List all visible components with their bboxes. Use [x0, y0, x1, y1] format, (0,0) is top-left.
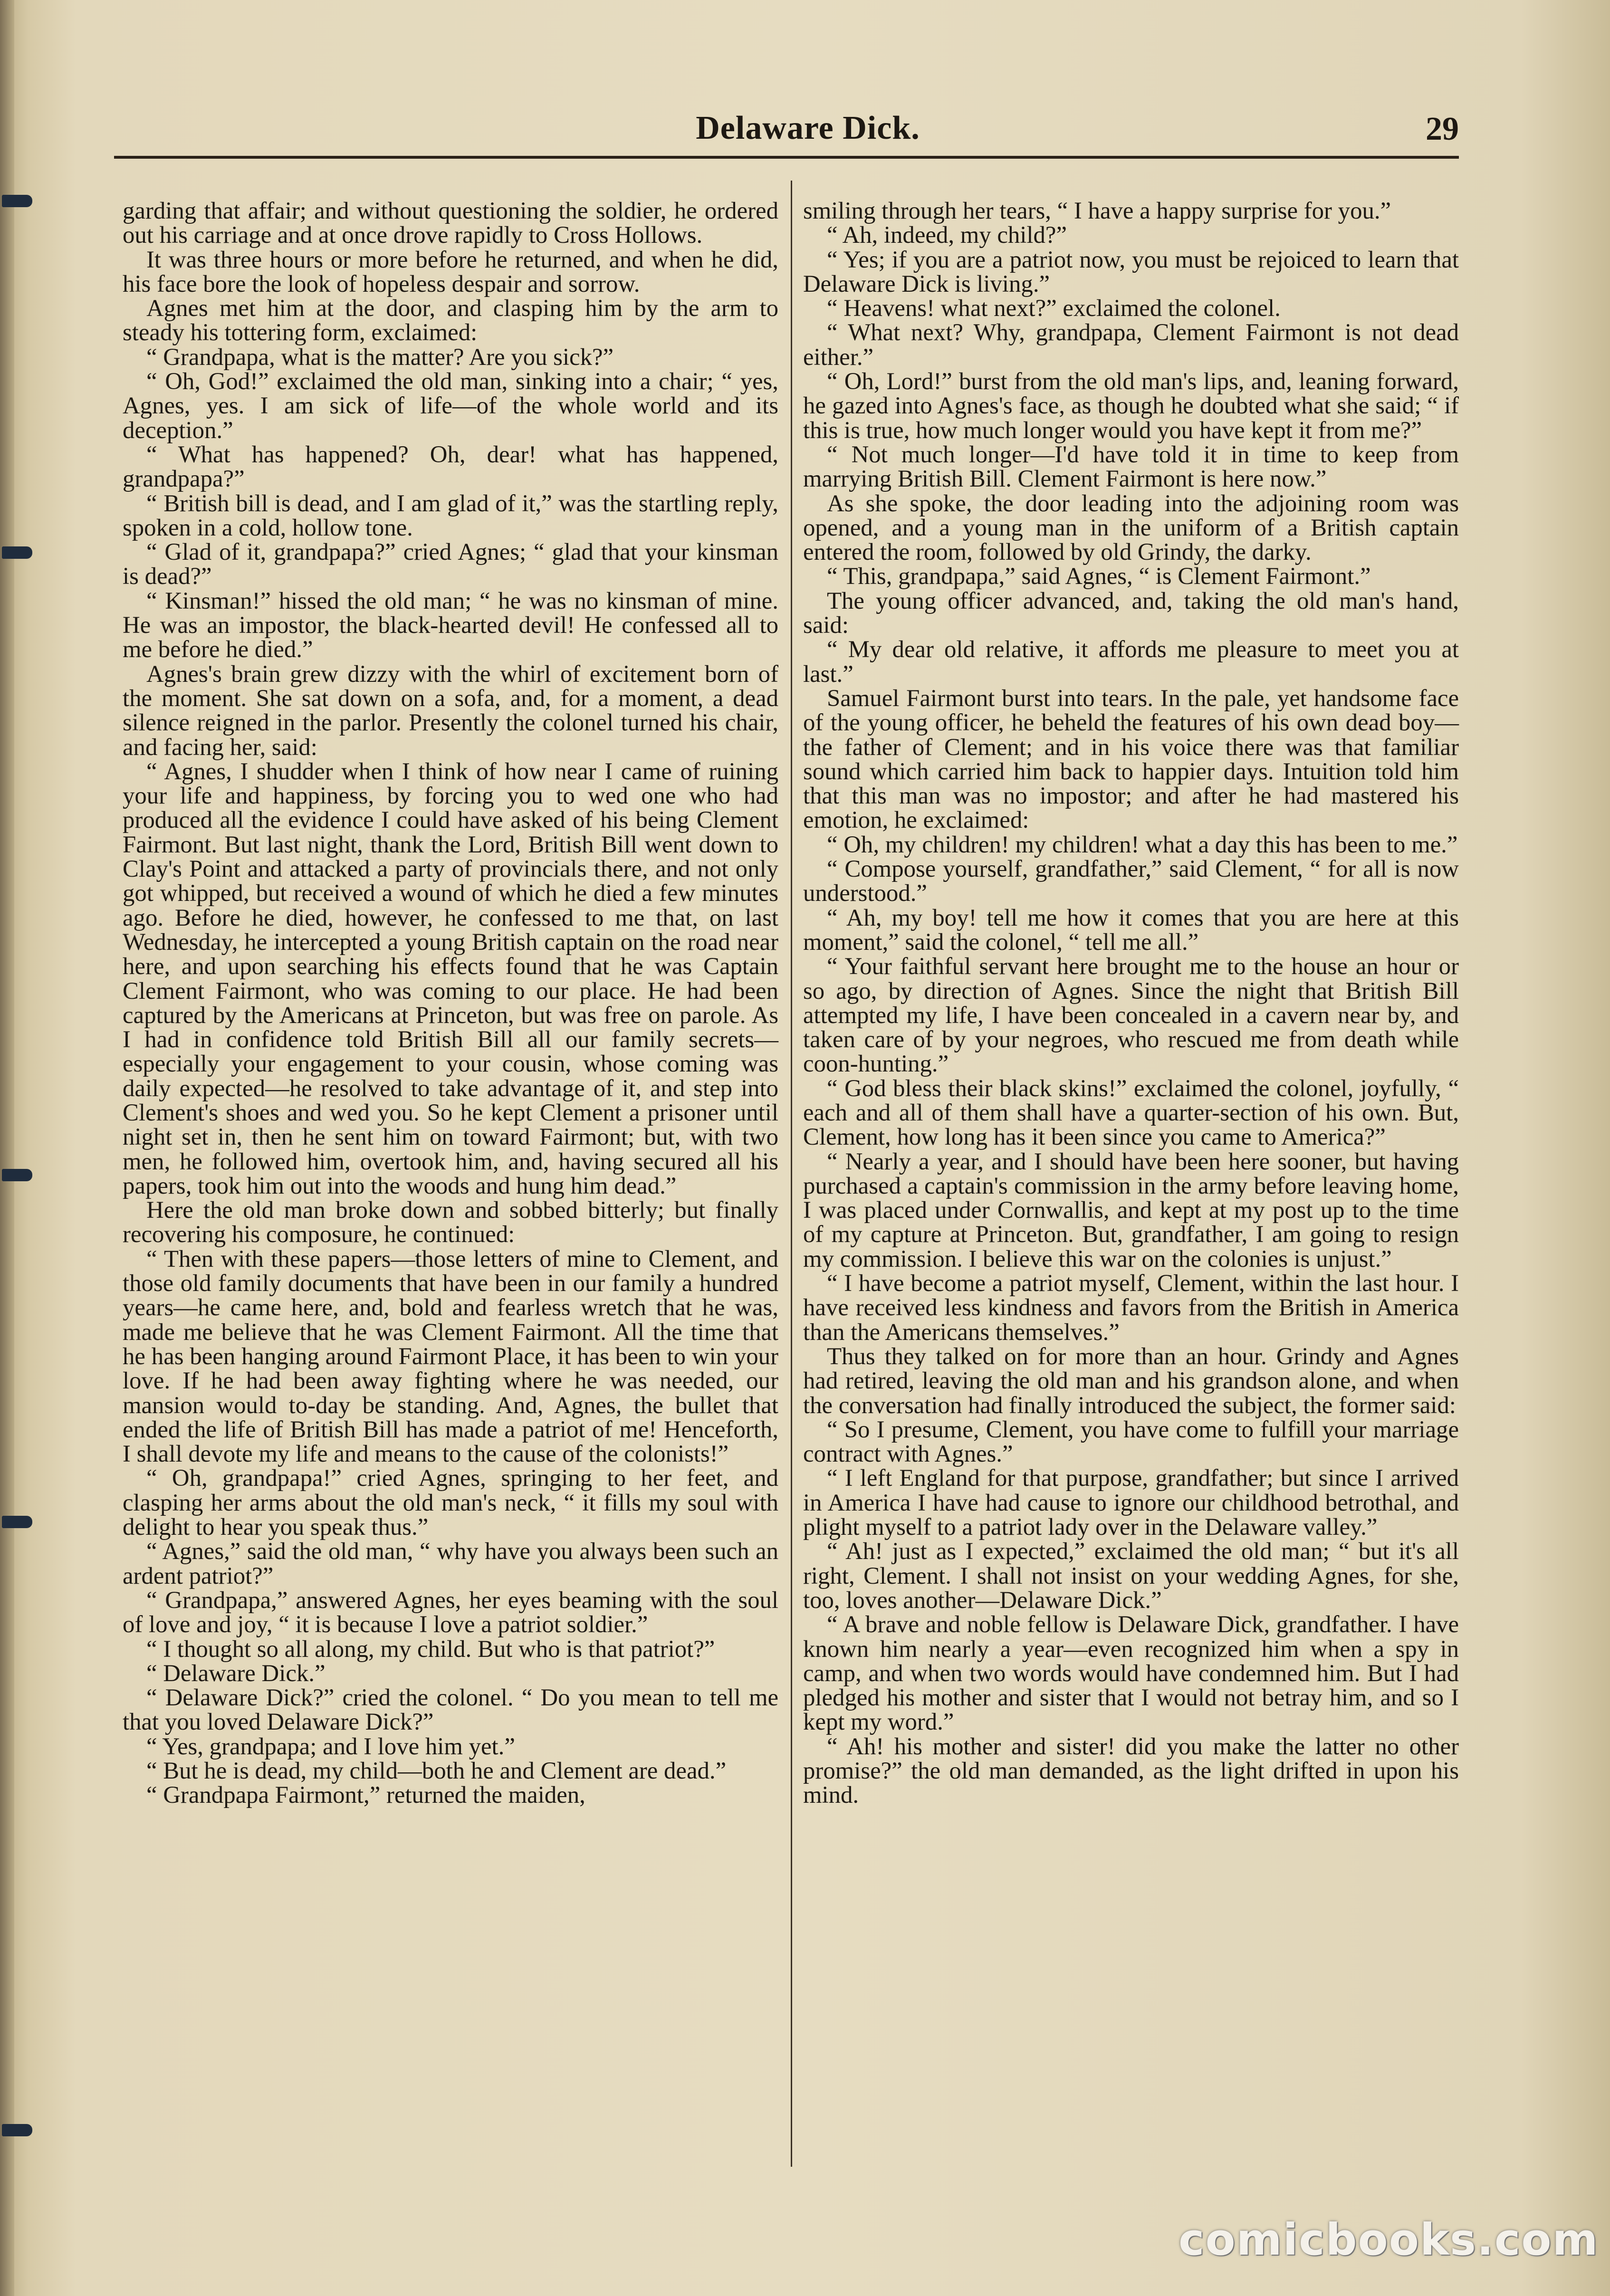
paragraph: “ Ah! his mother and sister! did you make the latter no other promise?” the old man demanded, as the light drifted in upon his mind.: [803, 1732, 1459, 1808]
staple: [2, 546, 32, 559]
paragraph: “ Delaware Dick?” cried the colonel. “ Do you mean to tell me that you loved Delaware Dick?”: [123, 1684, 778, 1735]
paragraph: “ Ah! just as I expected,” exclaimed the old man; “ but it's all right, Clement. I shall not insist on your wedding Agnes, for she, too, loves another—Delaware Dick.”: [803, 1538, 1459, 1613]
paragraph: “ My dear old relative, it affords me pleasure to meet you at last.”: [803, 636, 1459, 687]
paragraph: “ Grandpapa Fairmont,” returned the maiden,: [146, 1781, 585, 1808]
left-column: [123, 199, 778, 1808]
paragraph: “ Kinsman!” hissed the old man; “ he was no kinsman of mine. He was an impostor, the black-hearted devil! He confessed all to me before he died.”: [123, 587, 778, 663]
header-rule: [114, 156, 1459, 159]
paragraph: Here the old man broke down and sobbed bitterly; but finally recovering his composure, he continued:: [123, 1196, 778, 1248]
paragraph: “ Delaware Dick.”: [146, 1659, 326, 1686]
paragraph: “ But he is dead, my child—both he and Clement are dead.”: [146, 1757, 727, 1784]
staple: [2, 1516, 32, 1528]
paragraph: “ A brave and noble fellow is Delaware Dick, grandfather. I have known him nearly a year—even recognized him when a spy in camp, and when two words would have condemned him. But I had pledged his mother and sister that I would not betray him, and so I kept my word.”: [803, 1611, 1459, 1735]
paragraph: “ Your faithful servant here brought me to the house an hour or so ago, by direction of Agnes. Since the night that British Bill attempted my life, I have been concealed in a cavern near by, and taken care of by your negroes, who rescued me from death while coon-hunting.”: [803, 953, 1459, 1077]
paragraph: “ Compose yourself, grandfather,” said Clement, “ for all is now understood.”: [803, 855, 1459, 907]
paragraph: “ Oh, grandpapa!” cried Agnes, springing to her feet, and clasping her arms about the old man's neck, “ it fills my soul with delight to hear you speak thus.”: [123, 1464, 778, 1540]
paragraph: As she spoke, the door leading into the adjoining room was opened, and a young man in the uniform of a British captain entered the room, followed by old Grindy, the darky.: [803, 489, 1459, 565]
paragraph: “ Oh, my children! my children! what a day this has been to me.”: [827, 831, 1458, 858]
staple: [2, 2124, 32, 2136]
paragraph: “ Yes; if you are a patriot now, you must be rejoiced to learn that Delaware Dick is living.”: [803, 246, 1459, 297]
right-column: [803, 199, 1459, 1808]
paragraph: Samuel Fairmont burst into tears. In the pale, yet handsome face of the young officer, he beheld the features of his own dead boy—the father of Clement; and in his voice there was that familiar sound which carried him back to happier days. Intuition told him that this man was no impostor; and after he had mastered his emotion, he exclaimed:: [803, 684, 1459, 833]
paragraph: “ Not much longer—I'd have told it in time to keep from marrying British Bill. Clement Fairmont is here now.”: [803, 440, 1459, 492]
paragraph: “ So I presume, Clement, you have come to fulfill your marriage contract with Agnes.”: [803, 1416, 1459, 1467]
paragraph: “ Ah, my boy! tell me how it comes that you are here at this moment,” said the colonel, “ tell me all.”: [803, 904, 1459, 955]
paragraph: “ Oh, God!” exclaimed the old man, sinking into a chair; “ yes, Agnes, yes. I am sick of life—of the whole world and its deception.”: [123, 368, 778, 443]
paragraph: It was three hours or more before he returned, and when he did, his face bore the look of hopeless despair and sorrow.: [123, 246, 778, 297]
paragraph: “ God bless their black skins!” exclaimed the colonel, joyfully, “ each and all of them shall have a quarter-section of his own. But, Clement, how long has it been since you came to America?”: [803, 1074, 1459, 1150]
paragraph: “ British bill is dead, and I am glad of it,” was the startling reply, spoken in a cold, hollow tone.: [123, 489, 778, 541]
paragraph: Thus they talked on for more than an hour. Grindy and Agnes had retired, leaving the old man and his grandson alone, and when the conversation had finally introduced the subject, the former said:: [803, 1342, 1459, 1418]
paragraph: garding that affair; and without questioning the soldier, he ordered out his carriage and at once drove rapidly to Cross Hollows.: [123, 197, 778, 249]
running-title: Delaware Dick.: [696, 110, 920, 146]
paragraph: “ Oh, Lord!” burst from the old man's lips, and, leaning forward, he gazed into Agnes's face, as though he doubted what she said; “ if this is true, how much longer would you have kept it from me?”: [803, 368, 1459, 443]
paragraph: “ Ah, indeed, my child?”: [827, 221, 1067, 249]
watermark: comicbooks.com: [1179, 2214, 1599, 2265]
paragraph: “ Yes, grandpapa; and I love him yet.”: [146, 1732, 515, 1760]
page-number: 29: [1426, 111, 1459, 147]
column-divider: [791, 181, 792, 2167]
paragraph: Agnes's brain grew dizzy with the whirl of excitement born of the moment. She sat down on a sofa, and, for a moment, a dead silence reigned in the parlor. Presently the colonel turned his chair, and facing her, said:: [123, 660, 778, 760]
paragraph: “ Nearly a year, and I should have been here sooner, but having purchased a captain's commission in the army before leaving home, I was placed under Cornwallis, and kept at my post up to the time of my capture at Princeton. But, grandfather, I am going to resign my commission. I believe this war on the colonies is unjust.”: [803, 1148, 1459, 1272]
paragraph: “ I thought so all along, my child. But who is that patriot?”: [146, 1635, 715, 1662]
paragraph: “ Heavens! what next?” exclaimed the colonel.: [827, 295, 1281, 322]
paragraph: “ Agnes,” said the old man, “ why have you always been such an ardent patriot?”: [123, 1538, 778, 1589]
paragraph: “ Grandpapa, what is the matter? Are you sick?”: [146, 343, 614, 370]
staple: [2, 195, 32, 207]
paragraph: “ I left England for that purpose, grandfather; but since I arrived in America I have had cause to ignore our childhood betrothal, and plight myself to a patriot lady over in the Delaware valley.”: [803, 1464, 1459, 1540]
paragraph: “ I have become a patriot myself, Clement, within the last hour. I have received less kindness and favors from the British in America than the Americans themselves.”: [803, 1270, 1459, 1345]
paragraph: “ This, grandpapa,” said Agnes, “ is Clement Fairmont.”: [827, 563, 1371, 590]
paragraph: “ Glad of it, grandpapa?” cried Agnes; “ glad that your kinsman is dead?”: [123, 538, 778, 590]
paragraph: “ What has happened? Oh, dear! what has happened, grandpapa?”: [123, 440, 778, 492]
paragraph: “ Then with these papers—those letters of mine to Clement, and those old family documents that have been in our family a hundred years—he came here, and, bold and fearless wretch that he was, made me believe that he was Clement Fairmont. All the time that he has been hanging around Fairmont Place, it has been to win your love. If he had been away fighting where he was needed, our mansion would to-day be standing. And, Agnes, the bullet that ended the life of British Bill has made a patriot of me! Henceforth, I shall devote my life and means to the cause of the colonists!”: [123, 1245, 778, 1467]
paragraph: “ What next? Why, grandpapa, Clement Fairmont is not dead either.”: [803, 319, 1459, 370]
staple: [2, 1169, 32, 1181]
paragraph: The young officer advanced, and, taking the old man's hand, said:: [803, 587, 1459, 639]
paragraph: “ Agnes, I shudder when I think of how near I came of ruining your life and happiness, by forcing you to wed one who had produced all the evidence I could have asked of his being Clement Fairmont. But last night, thank the Lord, British Bill went down to Clay's Point and attacked a party of provincials there, and not only got whipped, but received a wound of which he died a few minutes ago. Before he died, however, he confessed to me that, on last Wednesday, he intercepted a young British captain on the road near here, and upon searching his effects found that he was Captain Clement Fairmont, who was coming to our place. He had been captured by the Americans at Princeton, but was free on parole. As I had in confidence told British Bill all our family secrets—especially your engagement to your cousin, whose coming was daily expected—he resolved to take advantage of it, and step into Clement's shoes and wed you. So he kept Clement a prisoner until night set in, then he sent him on toward Fairmont; but, with two men, he followed him, overtook him, and, having secured all his papers, took him out into the woods and hung him dead.”: [123, 757, 778, 1199]
paragraph: smiling through her tears, “ I have a happy surprise for you.”: [803, 197, 1391, 224]
paragraph: Agnes met him at the door, and clasping him by the arm to steady his tottering form, exclaimed:: [123, 295, 778, 346]
paragraph: “ Grandpapa,” answered Agnes, her eyes beaming with the soul of love and joy, “ it is because I love a patriot soldier.”: [123, 1586, 778, 1638]
binding-spine: [0, 0, 14, 2296]
